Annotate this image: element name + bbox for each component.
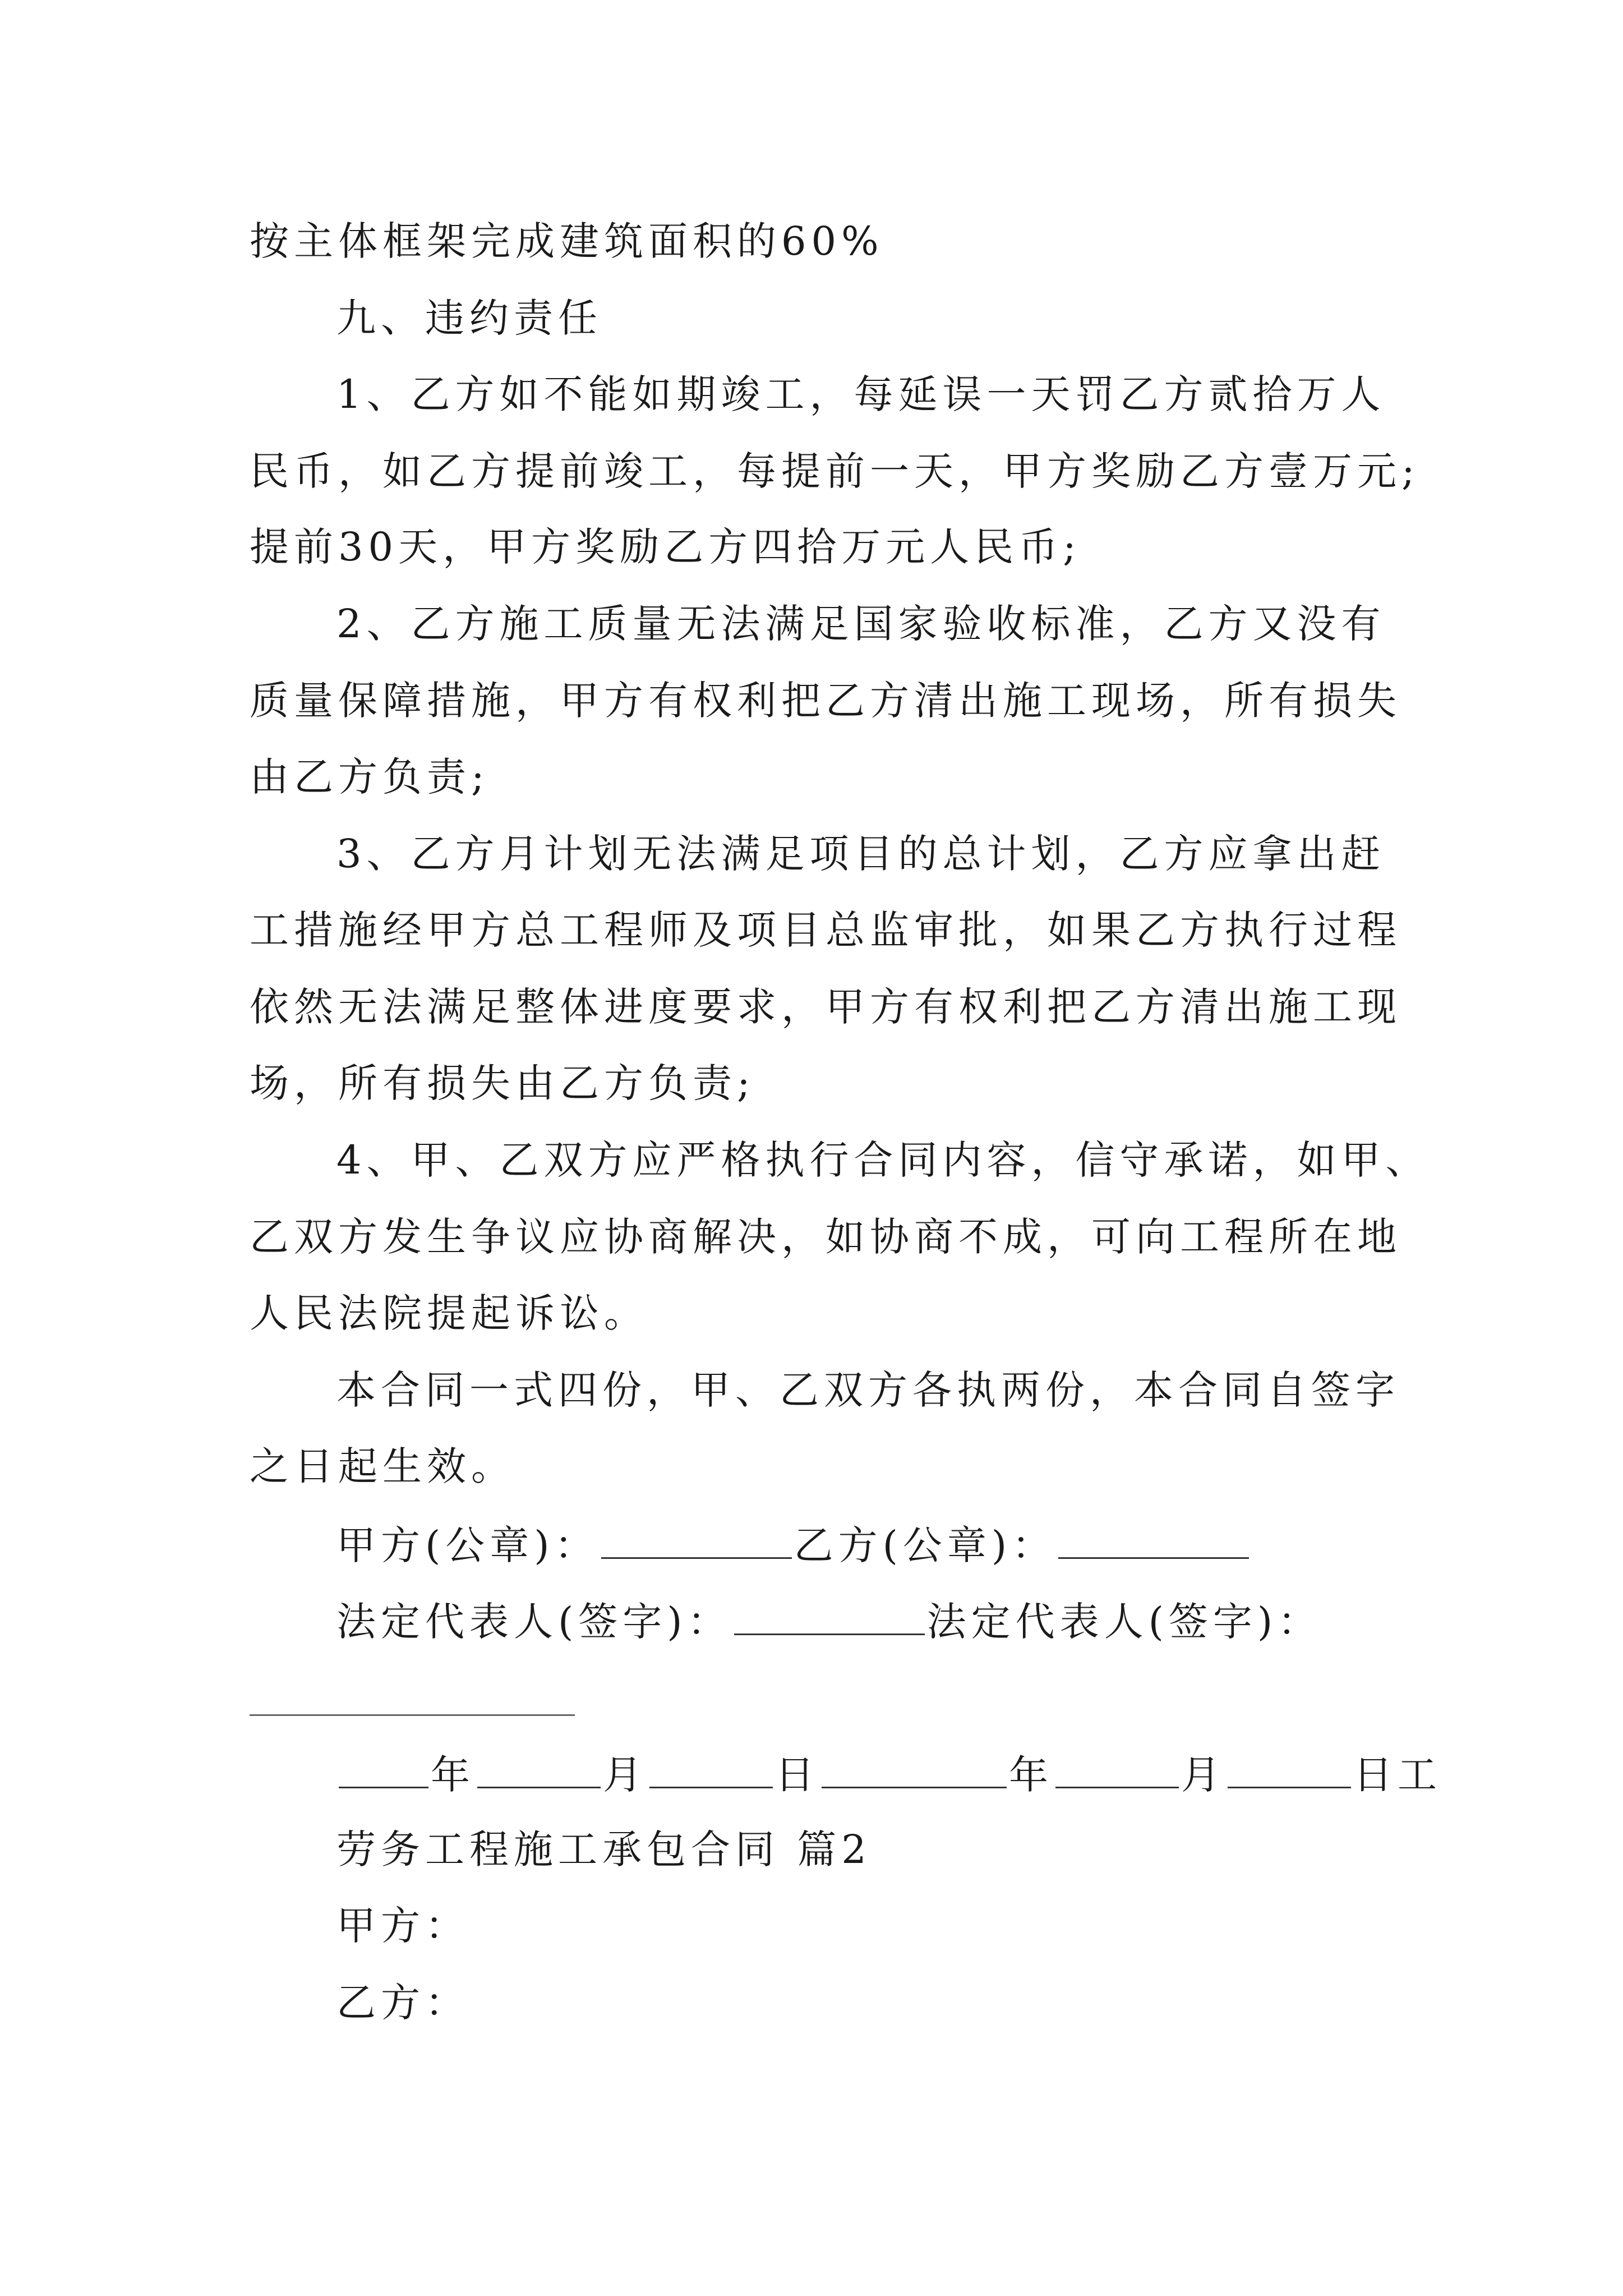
- text-line: 质量保障措施，甲方有权利把乙方清出施工现场，所有损失: [250, 678, 1401, 724]
- party-a-line: 甲方：: [336, 1903, 469, 1949]
- rep-a-blank: [734, 1600, 925, 1635]
- text-line: 按主体框架完成建筑面积的60%: [250, 218, 884, 264]
- text-line: 3、乙方月计划无法满足项目的总计划，乙方应拿出赶: [336, 831, 1386, 877]
- month-b-label: 月: [1181, 1752, 1225, 1798]
- text-line: 之日起生效。: [250, 1443, 515, 1489]
- text-line: 场，所有损失由乙方负责;: [250, 1060, 755, 1106]
- text-line: 2、乙方施工质量无法满足国家验收标准，乙方又没有: [336, 601, 1386, 647]
- day-b-label: 日工: [1353, 1752, 1442, 1798]
- text-line: 1、乙方如不能如期竣工，每延误一天罚乙方贰拾万人: [336, 371, 1386, 417]
- party-b-seal-blank: [1058, 1524, 1249, 1559]
- text-line: 提前30天，甲方奖励乙方四拾万元人民币;: [250, 524, 1081, 570]
- text-line: 人民法院提起诉讼。: [250, 1290, 648, 1336]
- representative-line: [336, 1599, 1322, 1645]
- text-line: 依然无法满足整体进度要求，甲方有权利把乙方清出施工现: [250, 984, 1401, 1030]
- year-b-blank: [822, 1753, 1007, 1788]
- text-line: 工措施经甲方总工程师及项目总监审批，如果乙方执行过程: [250, 907, 1401, 953]
- rep-b-label: 法定代表人(签字)：: [926, 1599, 1322, 1645]
- year-b-label: 年: [1009, 1752, 1053, 1798]
- year-a-blank: [339, 1753, 428, 1788]
- text-line: 民币，如乙方提前竣工，每提前一天，甲方奖励乙方壹万元;: [250, 448, 1420, 494]
- day-a-blank: [649, 1753, 773, 1788]
- text-line: 本合同一式四份，甲、乙双方各执两份，本合同自签字: [336, 1367, 1400, 1413]
- party-b-line: 乙方：: [336, 1980, 469, 2026]
- day-a-label: 日: [775, 1752, 819, 1798]
- text-line: 由乙方负责;: [250, 754, 490, 800]
- year-a-label: 年: [431, 1752, 475, 1798]
- text-line: 4、甲、乙双方应严格执行合同内容，信守承诺，如甲、: [336, 1137, 1430, 1183]
- month-a-label: 月: [603, 1752, 647, 1798]
- month-a-blank: [477, 1753, 601, 1788]
- section-heading: 九、违约责任: [336, 295, 602, 341]
- day-b-blank: [1228, 1753, 1351, 1788]
- month-b-blank: [1055, 1753, 1179, 1788]
- text-line: 乙双方发生争议应协商解决，如协商不成，可向工程所在地: [250, 1214, 1401, 1260]
- party-b-seal-label: 乙方(公章)：: [794, 1522, 1057, 1568]
- party-a-seal-label: 甲方(公章)：: [336, 1522, 599, 1568]
- rep-a-label: 法定代表人(签字)：: [336, 1599, 732, 1645]
- signature-rule: [250, 1714, 575, 1716]
- date-line: [336, 1752, 1442, 1798]
- section-title: 劳务工程施工承包合同 篇2: [336, 1826, 872, 1872]
- seal-line: [336, 1522, 1251, 1568]
- party-a-seal-blank: [601, 1524, 792, 1559]
